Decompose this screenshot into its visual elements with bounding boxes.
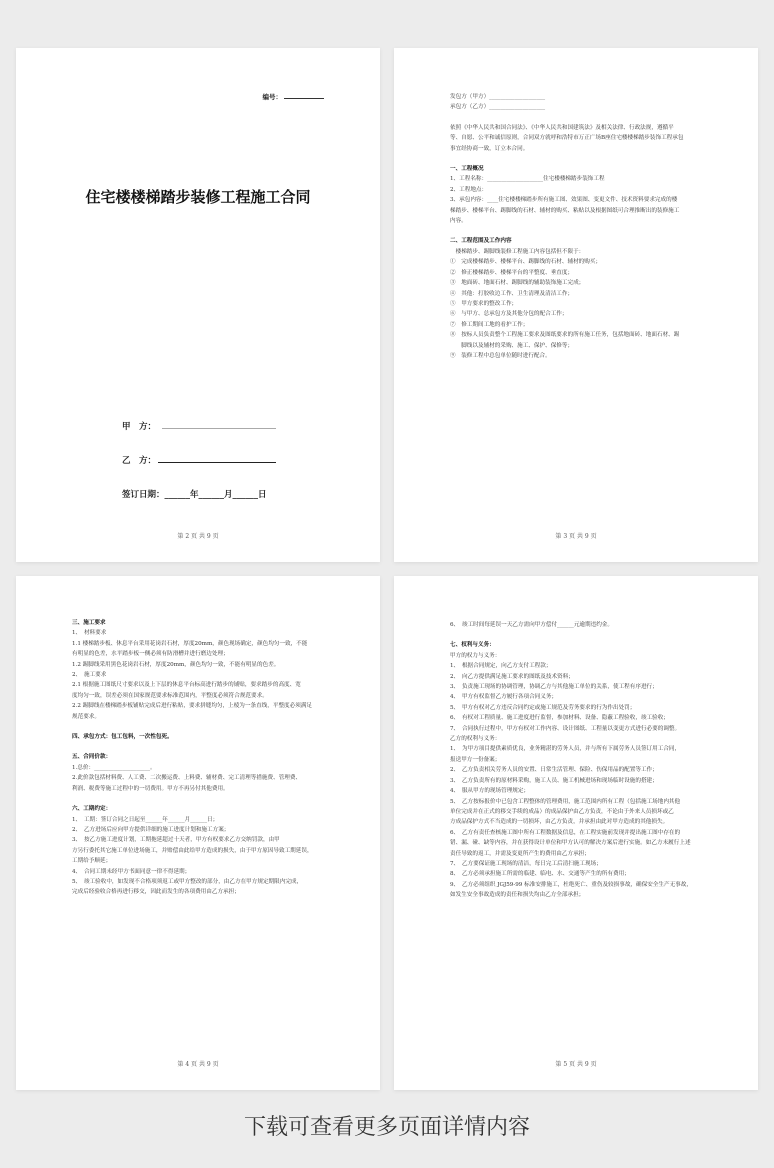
body-line: 内容。 [450,218,467,225]
section-heading: 七、权利与义务： [450,642,495,649]
body-line: 4、 服从甲方的现场管理规定； [450,788,530,795]
body-line: 方另行委托其它施工单位进场施工，并赔偿由此给甲方造成的损失，由于甲方原因导致工期延误， [72,847,313,854]
body-line: 3、承包内容：____住宅楼楼梯踏步所有施工图、效果图、变更文件、技术资料要求完成的楼 [450,197,678,204]
body-line: 1.1 楼梯踏步板、休息平台采用花岗岩石材，厚度20mm，颜色现场确定，颜色均匀一致，不能 [72,640,308,647]
page-4 [16,576,380,1090]
body-line: 3、 乙方负责所有的原材料采购，施工人员、施工机械进场和现场临时设施的搭建； [450,777,658,784]
body-line: 5、 乙方按标报价中已包含工程整体的管理费用，施工范围内所有工程（包括施工场地内其他 [450,798,681,805]
body-line: 脚线以及辅材的采购、施工、保护、保修等； [450,342,574,349]
body-line: 1、 工期：签订合同之日起至______年______月______日； [72,816,219,823]
section-heading: 六、工期约定： [72,806,112,813]
body-line: 2、 乙方负责相关劳务人员的安置、日常生活管理、保险、伤保用品的配置等工作； [450,767,658,774]
body-line: ⑧ 按标人员负责整个工程施工要求及图纸要求的所有施工任务，包括地面砖、地面石材、踢 [450,332,680,339]
body-line: 有明显的色差，水平踏步板一侧必须有防滑槽并进行磨边处理； [72,651,229,658]
contract-number-field [263,92,325,101]
party-b-field [122,454,276,466]
body-line: 1、工程名称：____________________住宅楼楼梯踏步装饰工程 [450,176,605,183]
body-line: ② 修正楼梯踏步、楼梯平台的平整度、垂直度； [450,269,574,276]
page-5 [394,576,758,1090]
spacer [450,154,720,164]
body-line: 3、 负责施工现场的协调管理，协调乙方与其他施工单位的关系，使工程有序进行； [450,684,658,691]
party-a-field [122,420,276,432]
document-title: 住宅楼楼梯踏步装修工程施工合同 [85,188,311,206]
body-line: 等、自愿、公平和诚信原则，合同双方就呼和浩特市万正广场B座住宅楼楼梯踏步装饰工程承包 [450,135,684,142]
body-line: 1、 材料要求 [72,630,107,637]
body-line: 1、 根据合同规定，向乙方支付工程款； [450,663,552,670]
section-heading: 一、工程概况 [450,166,484,173]
body-line: 度均匀一致，误差必须在国家规范要求标准范围内，平整度必须符合规范要求。 [72,692,268,699]
section-heading: 四、承包方式：包工包料，一次性包死。 [72,734,173,741]
body-line: 1.总价：____________________。 [72,764,156,771]
body-line: 利润、税费等施工过程中的一切费用。甲方不再另付其他费用。 [72,785,229,792]
body-line: 9、 乙方必须组织 JGJ59-99 标准安排施工，杜绝死亡、重伤及较损事故，确保安全生产无事故， [450,881,692,888]
body-line: 方成品保护方式不当造成的一切损坏，由乙方负责，并承担由此对甲方造成的其他损失。 [450,819,669,826]
page-body [450,620,720,901]
body-line: 6、 乙方有责任查核施工图中所有工程数据及信息，在工程实施前发现并提出施工图中存在的 [450,829,681,836]
body-line: 6、 竣工时间每延误一天乙方需向甲方偿付______元逾期违约金。 [450,622,613,628]
spacer [72,794,342,804]
page-3 [394,48,758,562]
spacer [450,630,720,640]
body-line: ⑨ 装修工程中总包单位随时进行配合。 [450,352,551,359]
body-line: 楼梯踏步、踢脚线装修工程施工内容包括但不限于： [450,248,585,255]
section-heading: 二、工程范围及工作内容 [450,238,512,245]
page-footer: 第 3 页 共 9 页 [555,533,597,540]
body-line: 4、 甲方有权监督乙方履行各项合同义务； [450,694,558,701]
party-a-line [162,428,276,429]
body-line: ⑤ 甲方要求的整改工作； [450,300,518,307]
page-footer: 第 4 页 共 9 页 [177,1061,219,1068]
body-line: 2.此价款包括材料费、人工费、二次搬运费、上料费、辅材费、完工清理等措施费、管理费、 [72,775,302,782]
body-line: 2.1 根据施工图纸尺寸要求以及上下层的休息平台标高进行踏步的铺贴，要求踏步的高度、宽 [72,682,301,689]
body-line: ① 完成楼梯踏步、楼梯平台、踢脚线的石材、辅材的购买； [450,259,602,266]
body-line: 7、 乙方要保证施工现场的清洁，每日完工后清扫施工现场； [450,860,602,867]
body-line: 事宜经协商一致，订立本合同。 [450,145,529,152]
download-caption: 下载可查看更多页面详情内容 [243,1115,530,1140]
body-line: 3、 按乙方施工进度计划，工期拖延超过十天者，甲方有权要求乙方交纳罚款，由甲 [72,837,280,844]
body-line: 甲方的权力与义务： [450,652,501,659]
body-line: 承包方（乙方）____________________ [450,104,546,111]
spacer [450,113,720,123]
body-line: 规范要求。 [72,713,100,720]
spacer [72,742,342,752]
body-line: 依照《中华人民共和国合同法》、《中华人民共和国建筑法》及相关法律、行政法规，遵循平 [450,124,674,131]
page-body [72,618,342,898]
section-heading: 五、合同价款： [72,754,112,761]
page-body [450,92,720,361]
body-line: 2.2 踢脚线在楼梯踏步板铺贴完成后进行粘贴，要求拼缝均匀，上棱为一条直线，平整度必须满足 [72,703,313,710]
body-line: 梯踏步、楼梯平台、踢脚线的石材、辅材的购买、粘贴以及根据图纸可合理推断出的装修施工 [450,207,680,214]
body-line: 如发生安全事故造成的责任和损失均由乙方全部承担； [450,892,585,899]
body-line: 乙方的权利与义务： [450,736,501,743]
body-line: 4、 合同工期未经甲方书面同意一律不得延期； [72,868,191,875]
body-line: ⑦ 修工期间工地的看护工作； [450,321,529,328]
body-line: 1、 为甲方项目提供素质优良，业务精湛的劳务人员，并与所有下属劳务人员签订用工合同， [450,746,681,753]
party-b-label: 乙 方： [122,456,157,466]
section-heading: 三、施工要求 [72,620,106,626]
body-line: 7、 合同执行过程中，甲方有权对工作内容、设计图纸、工程量以变更方式进行必要的调整。 [450,725,681,732]
body-line: ④ 其他：打胶收边工作、卫生清理及清洁工作； [450,290,574,297]
body-line: 责任导致的返工，并需及变更所产生的费用由乙方承担； [450,850,590,857]
body-line: ③ 地面砖、地面石材、踢脚线的辅助装饰施工完成； [450,280,585,287]
body-line: 1.2 踢脚线采用黑色花岗岩石材，厚度20mm，颜色均匀一致，不能有明显的色差。 [72,661,280,668]
body-line: ⑥ 与甲方、总承包方及其他分包的配合工作； [450,311,568,318]
body-line: 5、 竣工验收中，如发现不合格项须返工或甲方整改的部分，由乙方在甲方规定期限内完成， [72,878,303,885]
body-line: 2、 乙方进场后应向甲方提供详细的施工进度计划和施工方案； [72,826,230,833]
page-2 [16,48,380,562]
contract-number-line [284,98,324,99]
party-b-line [158,462,276,463]
body-line: 6、 有权对工程质量、施工进度进行监督，参加材料、设备、隐蔽工程验收，竣工验收； [450,715,669,722]
body-line: 单位完成并在正式的移交手续的成品）的成品保护由乙方负责，不论由于外来人员损坏或乙 [450,808,674,815]
body-line: 发包方（甲方）____________________ [450,94,546,100]
body-line: 2、 施工要求 [72,672,107,679]
body-line: 工期给予顺延； [72,858,112,865]
sign-date: 签订日期：______年______月______日 [122,490,267,500]
body-line: 8、 乙方必须承担施工所需的临建、临电、水、交通等产生的所有费用； [450,871,630,878]
page-footer: 第 5 页 共 9 页 [555,1061,597,1068]
body-line: 完成后经验收合格再进行移交，因此而发生的各项费用由乙方承担； [72,889,240,896]
body-line: 2、 向乙方提供满足施工要求的图纸及技术资料； [450,673,574,680]
body-line: 报送甲方一份备案； [450,756,501,763]
party-a-label: 甲 方： [122,422,157,432]
spacer [72,722,342,732]
body-line: 2、工程地点： [450,186,488,193]
body-line: 5、 甲方有权对乙方违反合同约定或施工规范及劳务要求的行为作出处罚； [450,704,636,711]
contract-number-label: 编号： [262,93,282,101]
body-line: 错、漏、碰、缺等内容，并在获得设计单位和甲方认可的解决方案后进行实施。如乙方未履行上述 [450,840,691,847]
spacer [450,226,720,236]
page-footer: 第 2 页 共 9 页 [177,533,219,540]
